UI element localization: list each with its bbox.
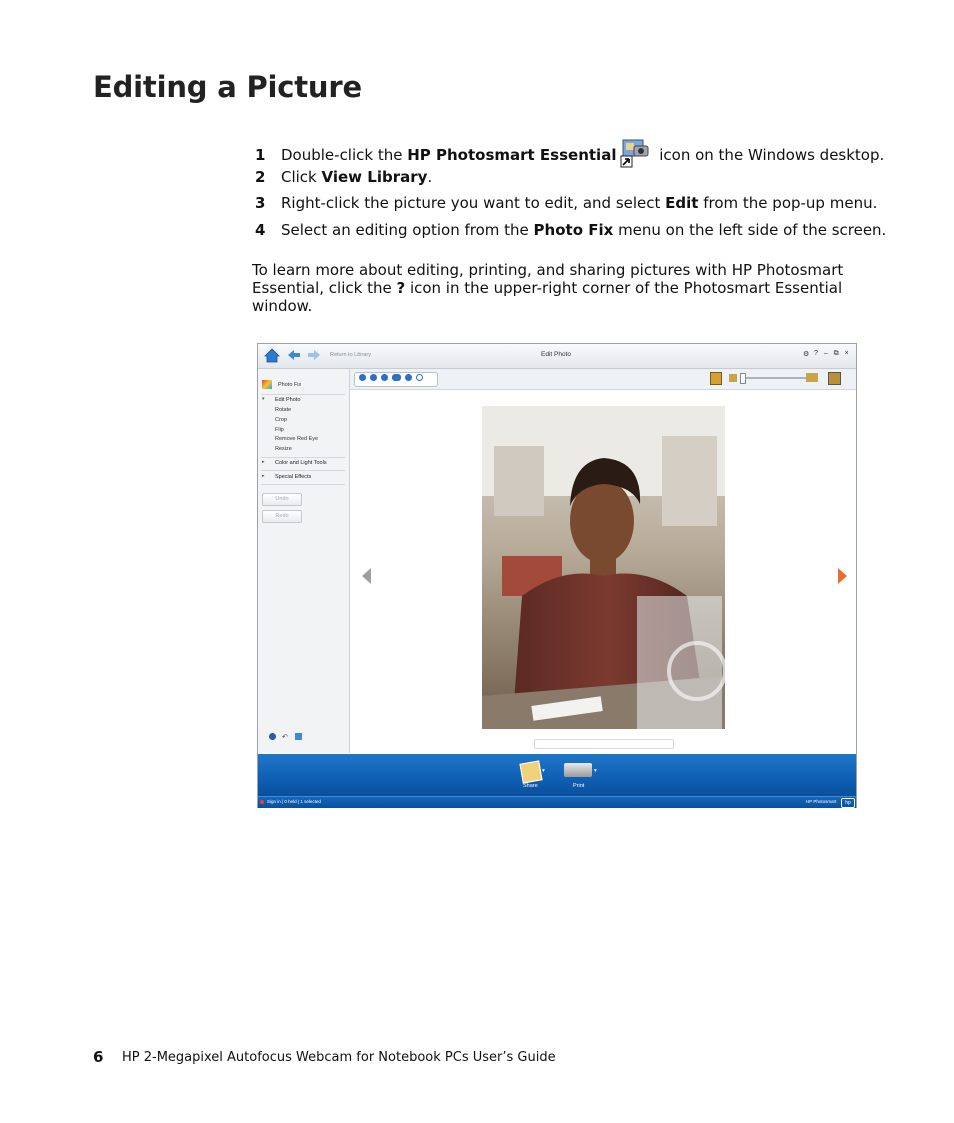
step-2 bbox=[255, 166, 432, 188]
edit-toolbar bbox=[350, 369, 856, 390]
photo-fix-icon bbox=[262, 380, 272, 389]
step-text: Double-click the bbox=[281, 146, 408, 164]
photo-fix-heading: Photo Fix bbox=[278, 382, 302, 388]
step-bold: Photo Fix bbox=[533, 221, 614, 239]
next-photo-arrow-icon[interactable] bbox=[836, 568, 848, 584]
step-number: 1 bbox=[255, 146, 266, 164]
step-text: Right-click the picture you want to edit, and select bbox=[281, 194, 666, 212]
share-icon[interactable] bbox=[519, 760, 542, 783]
chevron-down-icon[interactable]: ▾ bbox=[262, 396, 265, 402]
page-title: Editing a Picture bbox=[93, 70, 362, 104]
zoom-slider-thumb[interactable] bbox=[740, 373, 746, 384]
section-edit-photo[interactable]: Edit Photo bbox=[275, 397, 301, 403]
zoom-in-icon[interactable] bbox=[806, 373, 818, 382]
step-text-end: . bbox=[427, 168, 433, 186]
fullscreen-icon[interactable] bbox=[828, 372, 841, 385]
window-controls[interactable]: ? – ⧉ × bbox=[814, 350, 851, 357]
sidebar-item-remove-red-eye[interactable]: Remove Red Eye bbox=[275, 436, 319, 442]
chevron-right-icon[interactable]: ▸ bbox=[262, 473, 265, 479]
status-right: HP Photosmart bbox=[806, 799, 837, 804]
step-text: Select an editing option from the bbox=[281, 221, 534, 239]
step-number: 2 bbox=[255, 168, 266, 186]
hp-logo-icon: hp bbox=[841, 798, 855, 808]
heart-icon[interactable] bbox=[359, 374, 366, 381]
zoom-out-icon[interactable] bbox=[729, 374, 737, 382]
step-text: Click bbox=[281, 168, 322, 186]
step-4 bbox=[255, 219, 886, 241]
step-text-end: menu on the left side of the screen. bbox=[613, 221, 887, 239]
title-bar bbox=[258, 344, 856, 369]
status-left[interactable]: Sign in | 0 held | 1 selected bbox=[267, 799, 321, 804]
page-number: 6 bbox=[93, 1048, 104, 1066]
back-arrow-icon[interactable] bbox=[288, 350, 300, 360]
cancel-icon[interactable] bbox=[416, 374, 423, 381]
help-icon-glyph: ? bbox=[396, 279, 406, 297]
help-text: To learn more about editing, printing, and sharing pictures with HP Photosmart Essential, click the bbox=[252, 261, 844, 297]
check-icon[interactable] bbox=[405, 374, 412, 381]
revert-icon[interactable]: ↶ bbox=[282, 734, 288, 741]
photosmart-window bbox=[257, 343, 857, 808]
step-text-end: icon on the Windows desktop. bbox=[654, 146, 885, 164]
action-bar bbox=[258, 754, 856, 796]
step-number: 3 bbox=[255, 194, 266, 212]
footer-text: HP 2-Megapixel Autofocus Webcam for Notebook PCs User’s Guide bbox=[122, 1050, 556, 1065]
home-icon[interactable] bbox=[264, 348, 280, 363]
view-single-icon[interactable] bbox=[710, 372, 722, 385]
rotate-left-icon[interactable] bbox=[370, 374, 377, 381]
status-dot-icon bbox=[260, 800, 264, 804]
filmstrip-scroll[interactable] bbox=[534, 739, 674, 749]
settings-icon[interactable]: ⚙ bbox=[803, 351, 810, 358]
sidebar-item-crop[interactable]: Crop bbox=[275, 417, 287, 423]
chevron-right-icon[interactable]: ▸ bbox=[262, 459, 265, 465]
step-bold: Edit bbox=[665, 194, 699, 212]
help-text-end: icon in the upper-right corner of the Photosmart Essential window. bbox=[252, 279, 843, 315]
section-special-effects[interactable]: Special Effects bbox=[275, 474, 312, 480]
step-number: 4 bbox=[255, 221, 266, 239]
slideshow-icon[interactable] bbox=[392, 374, 401, 381]
help-paragraph bbox=[252, 261, 872, 315]
redo-button[interactable]: Redo bbox=[262, 510, 302, 523]
export-icon[interactable] bbox=[295, 733, 302, 740]
photo-fix-sidebar bbox=[258, 369, 350, 753]
return-to-library-link[interactable]: Return to Library bbox=[330, 352, 371, 358]
share-label[interactable]: Share bbox=[523, 783, 538, 789]
step-bold: HP Photosmart Essential bbox=[407, 146, 617, 164]
chevron-down-icon[interactable]: ▾ bbox=[594, 768, 597, 774]
photosmart-app-icon bbox=[620, 138, 650, 168]
chevron-down-icon[interactable]: ▾ bbox=[542, 768, 545, 774]
photo-preview bbox=[482, 406, 725, 729]
status-bar bbox=[258, 796, 856, 808]
undo-button[interactable]: Undo bbox=[262, 493, 302, 506]
print-label[interactable]: Print bbox=[573, 783, 585, 789]
forward-arrow-icon[interactable] bbox=[308, 350, 320, 360]
print-icon[interactable] bbox=[564, 763, 592, 777]
sidebar-item-rotate[interactable]: Rotate bbox=[275, 407, 292, 413]
previous-photo-arrow-icon[interactable] bbox=[361, 568, 373, 584]
step-text-end: from the pop-up menu. bbox=[698, 194, 878, 212]
section-color-light[interactable]: Color and Light Tools bbox=[275, 460, 327, 466]
sidebar-item-flip[interactable]: Flip bbox=[275, 427, 284, 433]
app-title: Edit Photo bbox=[541, 351, 571, 358]
step-bold: View Library bbox=[321, 168, 428, 186]
zoom-slider[interactable] bbox=[740, 377, 806, 379]
step-1 bbox=[255, 138, 885, 164]
step-3 bbox=[255, 192, 877, 214]
rotate-right-icon[interactable] bbox=[381, 374, 388, 381]
info-icon[interactable] bbox=[269, 733, 276, 740]
sidebar-item-resize[interactable]: Resize bbox=[275, 446, 292, 452]
